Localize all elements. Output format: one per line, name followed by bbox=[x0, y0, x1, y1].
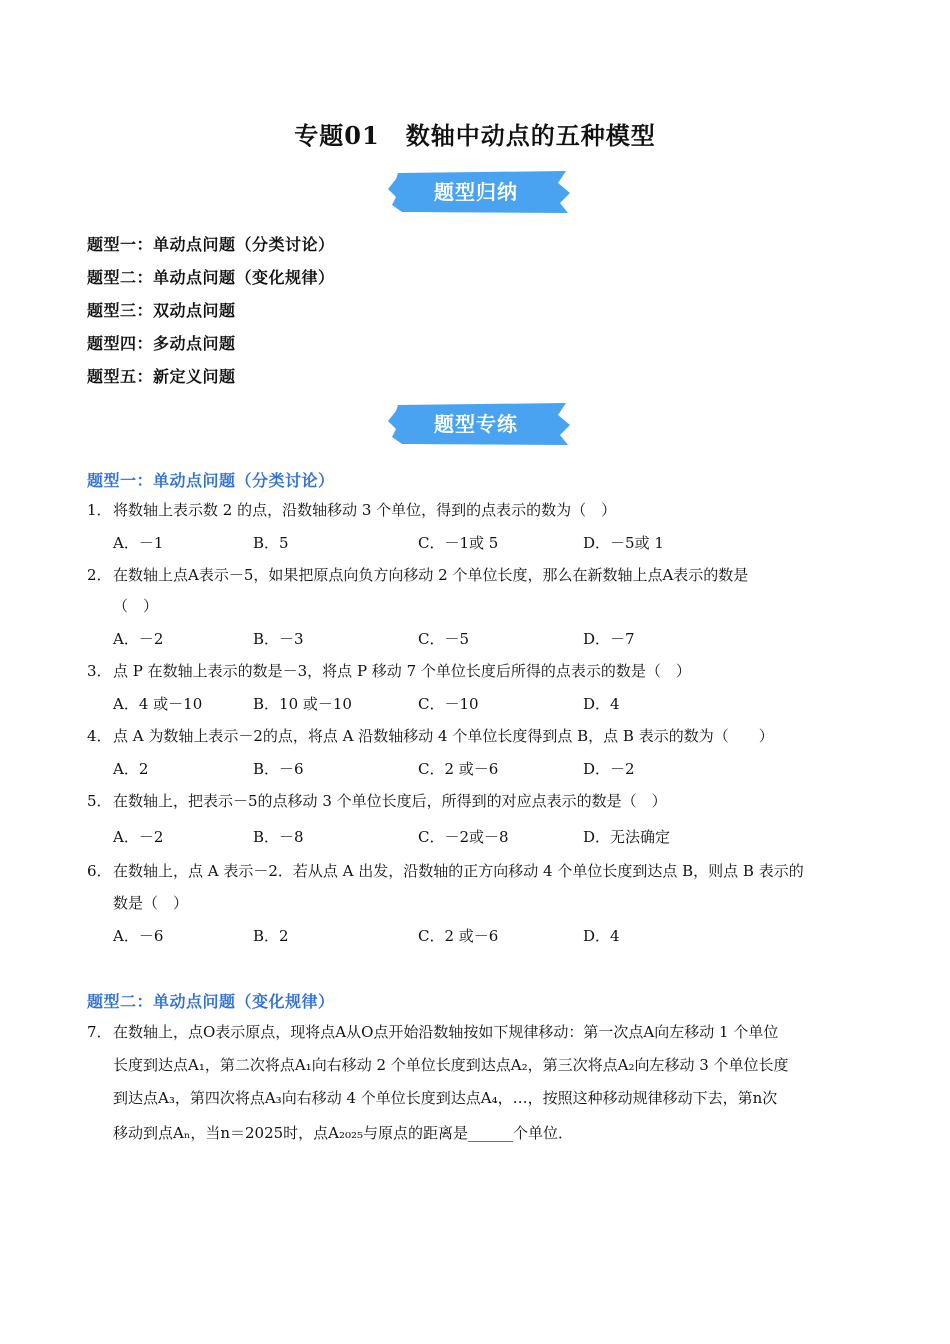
title-number: 专题01 bbox=[294, 121, 380, 150]
question-6-cont: 数是（ ） bbox=[113, 894, 189, 912]
question-6: 6．在数轴上，点 A 表示－2．若从点 A 出发，沿数轴的正方向移动 4 个单位长度到达点 B，则点 B 表示的 bbox=[87, 862, 804, 880]
option: C．2 或－6 bbox=[418, 927, 499, 945]
practice-badge-label: 题型专练 bbox=[434, 412, 518, 436]
summary-item: 题型五：新定义问题 bbox=[87, 367, 236, 386]
question-5: 5．在数轴上，把表示－5的点移动 3 个单位长度后，所得到的对应点表示的数是（ ） bbox=[87, 792, 667, 810]
option: A．－1 bbox=[113, 534, 164, 552]
question-1: 1．将数轴上表示数 2 的点，沿数轴移动 3 个单位，得到的点表示的数为（ ） bbox=[87, 501, 617, 519]
option: A．－2 bbox=[113, 630, 164, 648]
option: A．2 bbox=[113, 760, 149, 778]
question-number: 7． bbox=[87, 1023, 112, 1041]
option: D．－5或 1 bbox=[583, 534, 664, 552]
option: C．－1或 5 bbox=[418, 534, 499, 552]
option: B．2 bbox=[253, 927, 289, 945]
question-line: 长度到达点A₁，第二次将点A₁向右移动 2 个单位长度到达点A₂，第三次将点A₂向左移动 3 个单位长度 bbox=[113, 1056, 789, 1074]
summary-badge bbox=[380, 169, 572, 215]
summary-item: 题型四：多动点问题 bbox=[87, 334, 236, 353]
option: C．2 或－6 bbox=[418, 760, 499, 778]
option: B．－3 bbox=[253, 630, 304, 648]
option: D．无法确定 bbox=[583, 828, 671, 846]
question-2: 2．在数轴上点A表示－5，如果把原点向负方向移动 2 个单位长度，那么在新数轴上点A表示的数是 bbox=[87, 566, 749, 584]
section-heading-2: 题型二：单动点问题（变化规律） bbox=[87, 992, 335, 1011]
option: B．－6 bbox=[253, 760, 304, 778]
question-3: 3．点 P 在数轴上表示的数是－3，将点 P 移动 7 个单位长度后所得的点表示的数是（ ） bbox=[87, 662, 691, 680]
option: A．－2 bbox=[113, 828, 164, 846]
option: B．5 bbox=[253, 534, 289, 552]
option: B．10 或－10 bbox=[253, 695, 352, 713]
option: B．－8 bbox=[253, 828, 304, 846]
summary-item: 题型一：单动点问题（分类讨论） bbox=[87, 235, 335, 254]
question-line: 到达点A₃，第四次将点A₃向右移动 4 个单位长度到达点A₄，…，按照这种移动规律移动下去，第n次 bbox=[113, 1089, 778, 1107]
question-2-cont: （ ） bbox=[113, 597, 159, 615]
section-heading-1: 题型一：单动点问题（分类讨论） bbox=[87, 471, 335, 490]
question-line: 在数轴上，点O表示原点，现将点A从O点开始沿数轴按如下规律移动：第一次点A向左移动 1 个单位 bbox=[113, 1023, 779, 1041]
page-title bbox=[0, 116, 950, 151]
option: D．4 bbox=[583, 695, 620, 713]
summary-item: 题型三：双动点问题 bbox=[87, 301, 236, 320]
option: C．－10 bbox=[418, 695, 479, 713]
option: C．－2或－8 bbox=[418, 828, 509, 846]
option: D．－2 bbox=[583, 760, 635, 778]
option: D．4 bbox=[583, 927, 620, 945]
practice-badge bbox=[380, 401, 572, 447]
option: C．－5 bbox=[418, 630, 470, 648]
summary-badge-label: 题型归纳 bbox=[434, 180, 518, 204]
title-text: 数轴中动点的五种模型 bbox=[405, 121, 656, 150]
option: A．－6 bbox=[113, 927, 164, 945]
summary-item: 题型二：单动点问题（变化规律） bbox=[87, 268, 335, 287]
option: A．4 或－10 bbox=[113, 695, 203, 713]
question-4: 4．点 A 为数轴上表示－2的点，将点 A 沿数轴移动 4 个单位长度得到点 B，点 B 表示的数为（ ） bbox=[87, 727, 774, 745]
question-line: 移动到点Aₙ，当n＝2025时，点A₂₀₂₅与原点的距离是______个单位． bbox=[113, 1124, 574, 1142]
option: D．－7 bbox=[583, 630, 635, 648]
